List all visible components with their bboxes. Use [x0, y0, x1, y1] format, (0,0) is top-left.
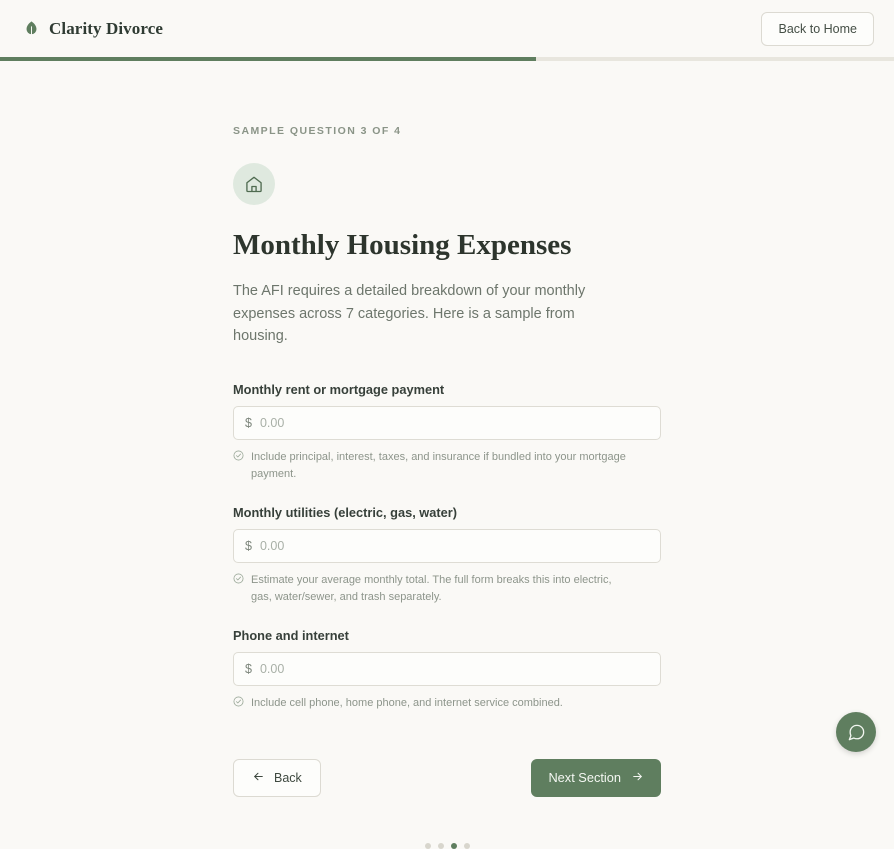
- field-label: Phone and internet: [233, 627, 349, 643]
- arrow-right-icon: [631, 770, 644, 786]
- field-label: Monthly utilities (electric, gas, water): [233, 504, 457, 520]
- rent-or-mortgage-input[interactable]: [260, 407, 649, 439]
- pagination-dot[interactable]: [464, 843, 470, 849]
- page-subtitle: The AFI requires a detailed breakdown of your monthly expenses across 7 categories. Here is a sample from housing.: [233, 283, 586, 345]
- progress-bar-fill: [0, 57, 536, 61]
- currency-symbol: $: [245, 538, 252, 553]
- form-actions: [233, 759, 661, 797]
- back-button-label: Back: [274, 770, 302, 785]
- amount-input-wrapper[interactable]: [233, 529, 661, 563]
- back-button[interactable]: [233, 759, 321, 797]
- currency-symbol: $: [245, 661, 252, 676]
- pagination-dot[interactable]: [425, 843, 431, 849]
- field-hint: [233, 695, 633, 713]
- brand-name: Clarity Divorce: [49, 18, 164, 38]
- field-hint-text: Include principal, interest, taxes, and insurance if bundled into your mortgage payment.: [251, 450, 626, 480]
- pagination-dots: [233, 843, 661, 849]
- chat-bubble-icon[interactable]: [836, 712, 876, 752]
- next-section-button[interactable]: [531, 759, 661, 797]
- field-label: Monthly rent or mortgage payment: [233, 381, 445, 397]
- leaf-icon: [22, 20, 40, 38]
- check-circle-icon: [233, 573, 244, 590]
- check-circle-icon: [233, 450, 244, 467]
- field-hint: [233, 572, 633, 606]
- check-circle-icon: [233, 696, 244, 713]
- pagination-dot-active[interactable]: [451, 843, 457, 849]
- app-header: [0, 0, 894, 57]
- page-title: Monthly Housing Expenses: [233, 229, 572, 261]
- progress-bar: [0, 57, 894, 61]
- field-hint-text: Estimate your average monthly total. The full form breaks this into electric, gas, water/sewer, and trash separately.: [251, 573, 612, 603]
- currency-symbol: $: [245, 415, 252, 430]
- step-eyebrow: SAMPLE QUESTION 3 OF 4: [233, 125, 402, 137]
- main-content: [0, 61, 894, 849]
- form-field: [233, 628, 661, 713]
- home-icon: [233, 163, 275, 205]
- field-hint-text: Include cell phone, home phone, and internet service combined.: [251, 696, 563, 709]
- amount-input-wrapper[interactable]: [233, 652, 661, 686]
- form-field: [233, 382, 661, 483]
- brand[interactable]: [22, 19, 163, 39]
- back-to-home-button[interactable]: Back to Home: [761, 12, 874, 46]
- utilities-input[interactable]: [260, 530, 649, 562]
- next-section-button-label: Next Section: [548, 770, 621, 786]
- amount-input-wrapper[interactable]: [233, 406, 661, 440]
- arrow-left-icon: [252, 770, 265, 786]
- phone-internet-input[interactable]: [260, 653, 649, 685]
- form-field: [233, 505, 661, 606]
- field-hint: [233, 449, 633, 483]
- pagination-dot[interactable]: [438, 843, 444, 849]
